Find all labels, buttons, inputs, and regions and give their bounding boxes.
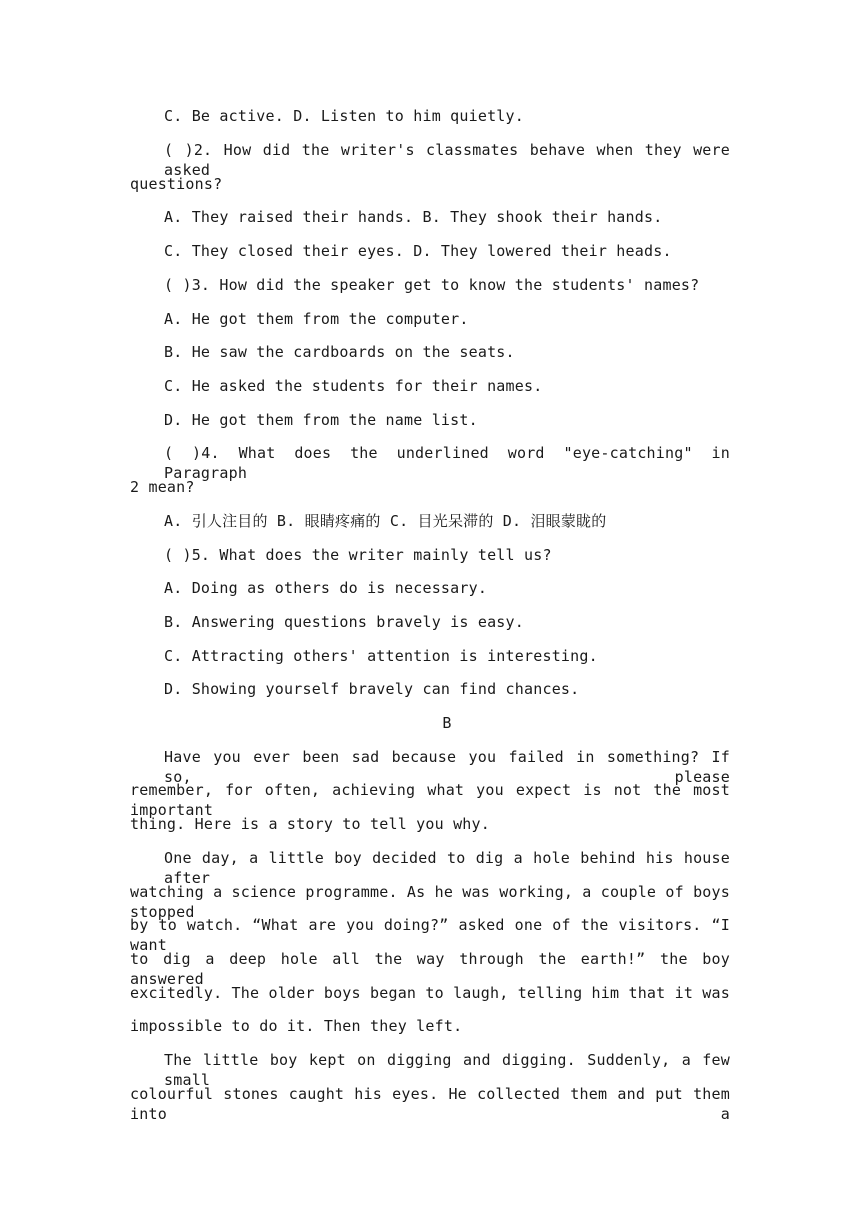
q5-option-a: A. Doing as others do is necessary. [164, 579, 488, 597]
q5-option-b: B. Answering questions bravely is easy. [164, 613, 524, 631]
q4-options: A. 引人注目的 B. 眼睛疼痛的 C. 目光呆滞的 D. 泪眼蒙眬的 [164, 512, 607, 530]
passage-p2-line2: watching a science programme. As he was working, a couple of boys stopped [130, 883, 730, 921]
q4-stem-line2: 2 mean? [130, 478, 195, 496]
passage-p3-line2: colourful stones caught his eyes. He collected them and put them into a [130, 1085, 730, 1123]
q2-stem-line1: ( )2. How did the writer's classmates behave when they were asked [164, 141, 730, 179]
q2-options-ab: A. They raised their hands. B. They shook their hands. [164, 208, 663, 226]
section-heading-b: B [442, 714, 452, 732]
passage-p1-line2: remember, for often, achieving what you expect is not the most important [130, 781, 730, 819]
passage-p3-line1: The little boy kept on digging and digging. Suddenly, a few small [164, 1051, 730, 1089]
passage-p2-line4: to dig a deep hole all the way through the earth!” the boy answered [130, 950, 730, 988]
passage-p2-line6: impossible to do it. Then they left. [130, 1017, 463, 1035]
q5-option-d: D. Showing yourself bravely can find chances. [164, 680, 580, 698]
q1-options-cd: C. Be active. D. Listen to him quietly. [164, 107, 524, 125]
q3-option-b: B. He saw the cardboards on the seats. [164, 343, 515, 361]
q3-option-c: C. He asked the students for their names. [164, 377, 543, 395]
passage-p1-line3: thing. Here is a story to tell you why. [130, 815, 490, 833]
q5-option-c: C. Attracting others' attention is interesting. [164, 647, 598, 665]
q3-option-d: D. He got them from the name list. [164, 411, 478, 429]
passage-p2-line3: by to watch. “What are you doing?” asked one of the visitors. “I want [130, 916, 730, 954]
q2-options-cd: C. They closed their eyes. D. They lowered their heads. [164, 242, 672, 260]
passage-p2-line1: One day, a little boy decided to dig a hole behind his house after [164, 849, 730, 887]
q2-stem-line2: questions? [130, 175, 223, 193]
q3-stem: ( )3. How did the speaker get to know the students' names? [164, 276, 700, 294]
q3-option-a: A. He got them from the computer. [164, 310, 469, 328]
q4-stem-line1: ( )4. What does the underlined word "eye-catching" in Paragraph [164, 444, 730, 482]
q5-stem: ( )5. What does the writer mainly tell us? [164, 546, 552, 564]
passage-p1-line1: Have you ever been sad because you failed in something? If so, please [164, 748, 730, 786]
passage-p2-line5: excitedly. The older boys began to laugh, telling him that it was [130, 984, 730, 1002]
